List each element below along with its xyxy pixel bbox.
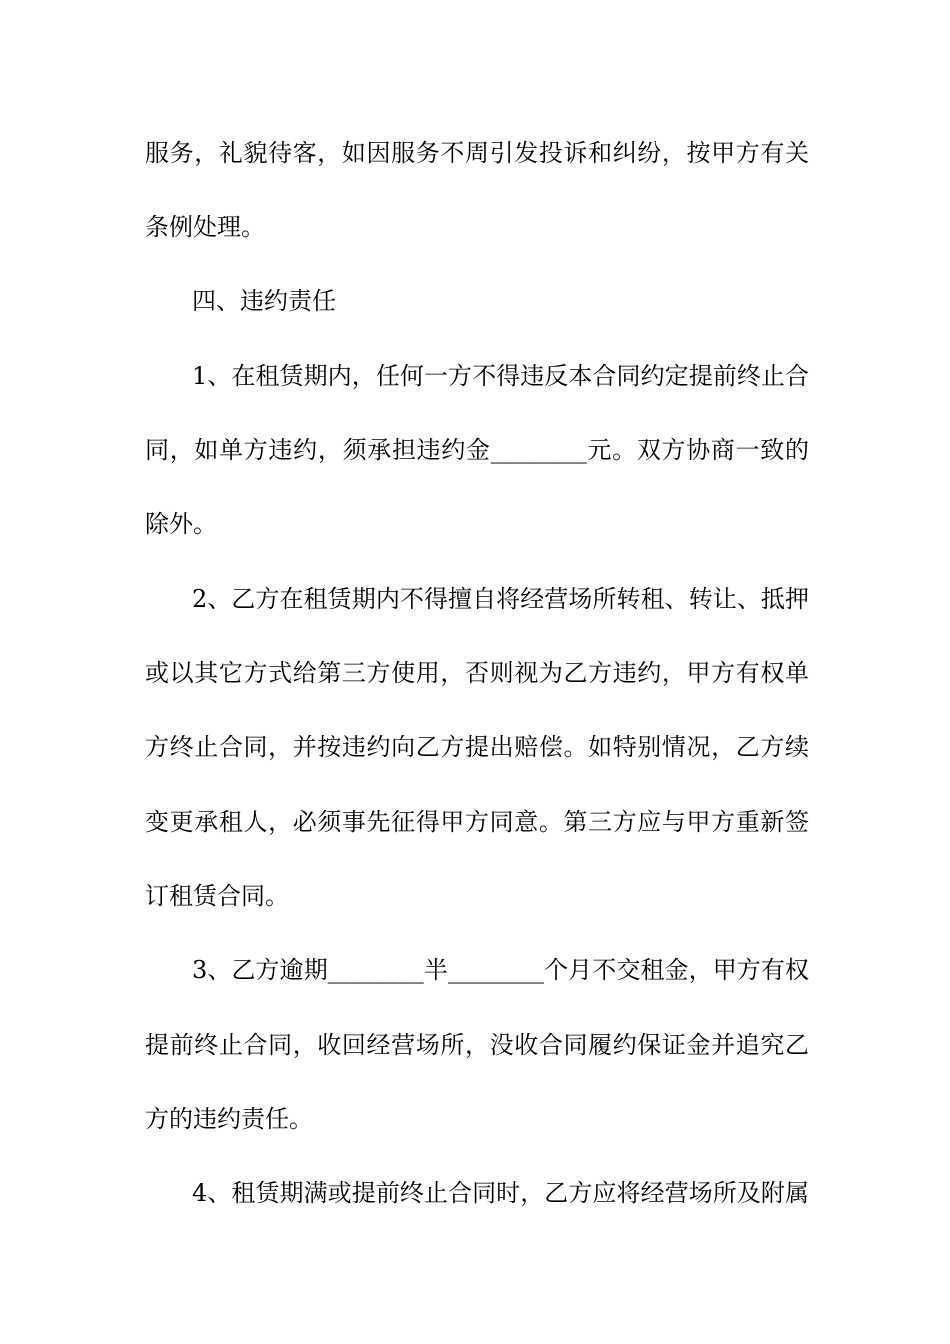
section-heading: 四、违约责任 xyxy=(192,287,336,315)
paragraph-line: 2、乙方在租赁期内不得擅自将经营场所转租、转让、抵押 xyxy=(192,585,809,613)
paragraph-line: 同，如单方违约，须承担违约金________元。双方协商一致的 xyxy=(145,436,809,464)
paragraph-line: 方终止合同，并按违约向乙方提出赔偿。如特别情况，乙方续 xyxy=(145,733,809,761)
paragraph-line: 或以其它方式给第三方使用，否则视为乙方违约，甲方有权单 xyxy=(145,659,809,687)
paragraph-line: 变更承租人，必须事先征得甲方同意。第三方应与甲方重新签 xyxy=(145,808,809,836)
paragraph-line: 方的违约责任。 xyxy=(145,1105,313,1133)
paragraph-line: 3、乙方逾期________半________个月不交租金，甲方有权 xyxy=(192,956,809,984)
paragraph-line: 除外。 xyxy=(145,510,217,538)
paragraph-line: 4、租赁期满或提前终止合同时，乙方应将经营场所及附属 xyxy=(192,1179,809,1207)
paragraph-line: 订租赁合同。 xyxy=(145,882,289,910)
paragraph-line: 条例处理。 xyxy=(145,213,265,241)
paragraph-line: 提前终止合同，收回经营场所，没收合同履约保证金并追究乙 xyxy=(145,1031,809,1059)
paragraph-line: 1、在租赁期内，任何一方不得违反本合同约定提前终止合 xyxy=(192,362,809,390)
paragraph-line: 服务，礼貌待客，如因服务不周引发投诉和纠纷，按甲方有关 xyxy=(145,139,809,167)
